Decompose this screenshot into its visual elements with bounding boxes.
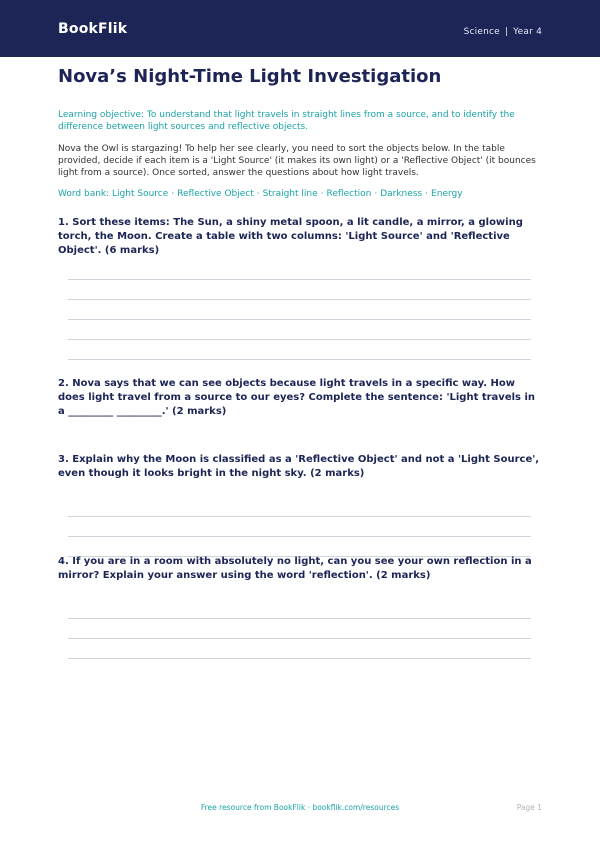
- answer-line: [68, 618, 531, 619]
- question-1: 1. Sort these items: The Sun, a shiny metal spoon, a lit candle, a mirror, a glowing torch, the Moon. Create a table with two columns: 'Light Source' and 'Reflective Object'. (6 marks): [58, 217, 523, 256]
- question-4: 4. If you are in a room with absolutely no light, can you see your own reflection in a mirror? Explain your answer using the word 'reflection'. (2 marks): [58, 556, 532, 581]
- word-bank: Word bank: Light Source · Reflective Object · Straight line · Reflection · Darkness · Energy: [58, 189, 463, 199]
- answer-line: [68, 299, 531, 300]
- page-header: [0, 0, 600, 57]
- question-3: 3. Explain why the Moon is classified as a 'Reflective Object' and not a 'Light Source', even though it looks bright in the night sky. (2 marks): [58, 454, 540, 479]
- page-number: Page 1: [516, 803, 542, 812]
- subject-label: Science: [463, 27, 500, 37]
- intro-paragraph: Nova the Owl is stargazing! To help her see clearly, you need to sort the objects below. In the table provided, decide if each item is a 'Light Source' (it makes its own light) or a 'Reflective Object' (it bounces light from a source). Once sorted, answer the questions about how light travels.: [58, 144, 536, 178]
- word-bank-label: Word bank:: [58, 189, 110, 199]
- word-bank-word: Energy: [431, 189, 463, 199]
- learning-objective: Learning objective: To understand that light travels in straight lines from a source, and to identify the difference between light sources and reflective objects.: [58, 110, 515, 132]
- answer-line: [68, 638, 531, 639]
- word-bank-word: Reflective Object: [177, 189, 254, 199]
- answer-line: [68, 339, 531, 340]
- worksheet-intro: [58, 57, 542, 200]
- answer-line: [68, 279, 531, 280]
- word-bank-word: Straight line: [262, 189, 318, 199]
- subject-year-label: [464, 27, 542, 37]
- question-2: 2. Nova says that we can see objects because light travels in a specific way. How does light travel from a source to our eyes? Complete the sentence: 'Light travels in a _________ _________.' (2 marks): [58, 378, 536, 417]
- word-bank-word: Light Source: [112, 189, 169, 199]
- answer-line: [68, 536, 531, 537]
- answer-line: [68, 658, 531, 659]
- year-label: Year 4: [513, 27, 542, 37]
- answer-line: [68, 516, 531, 517]
- answer-line: [68, 359, 531, 360]
- brand-logo-text: BookFlik: [58, 21, 128, 37]
- word-bank-word: Darkness: [380, 189, 423, 199]
- separator: |: [504, 27, 509, 37]
- worksheet-title: Nova’s Night-Time Light Investigation: [58, 66, 442, 87]
- answer-line: [68, 319, 531, 320]
- footer-resource-link[interactable]: Free resource from BookFlik · bookflik.com/resources: [200, 803, 400, 812]
- word-bank-word: Reflection: [326, 189, 372, 199]
